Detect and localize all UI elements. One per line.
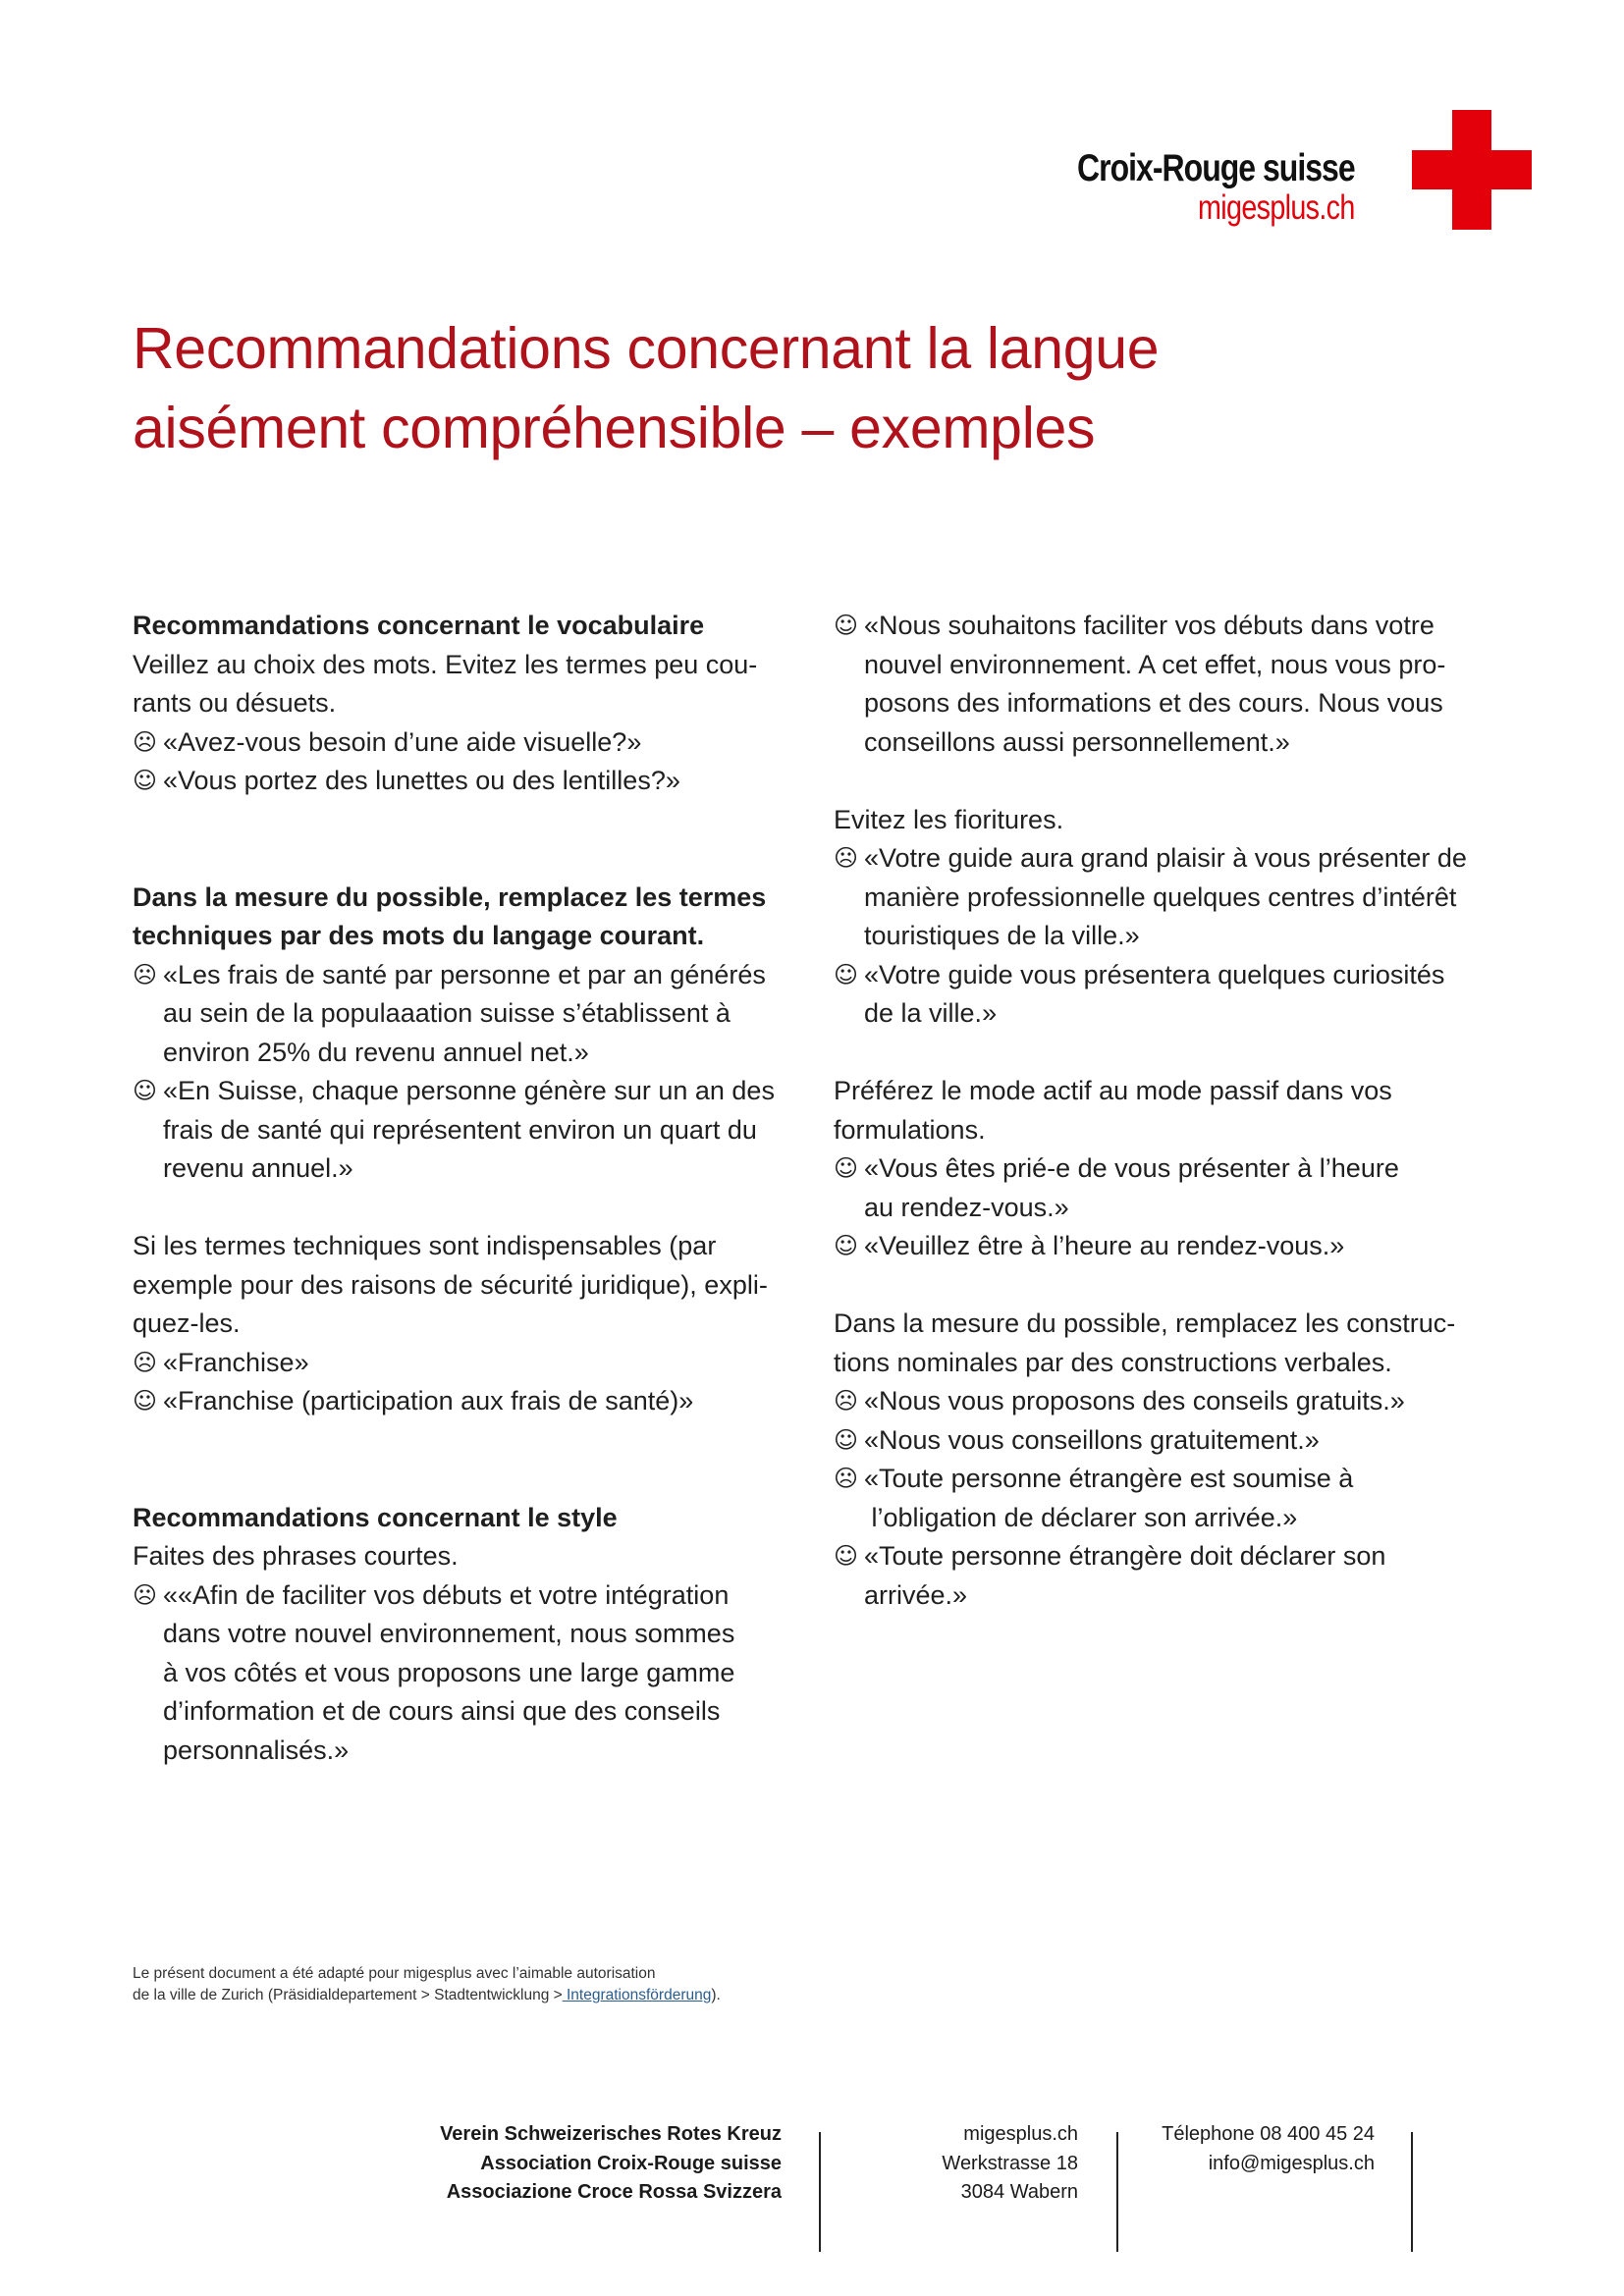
footer-line: Verein Schweizerisches Rotes Kreuz — [440, 2123, 782, 2145]
bad-example: ☹ «Les frais de santé par personne et par an générés au sein de la populaaation suisse s’établissent à environ 25% du revenu annuel net.» — [133, 956, 800, 1073]
vocab-intro: rants ou désuets. — [133, 688, 337, 718]
happy-face-icon: ☺ — [834, 1232, 859, 1259]
good-example: ☺ «Vous êtes prié-e de vous présenter à l’heure au rendez-vous.» — [834, 1149, 1501, 1227]
footer-address — [884, 2120, 1078, 2208]
footer-line: Werkstrasse 18 — [942, 2152, 1078, 2174]
verbal-intro: Dans la mesure du possible, remplacez les construc- — [834, 1308, 1456, 1338]
footer-divider — [1411, 2132, 1413, 2252]
footer-line: Associazione Croce Rossa Svizzera — [446, 2181, 782, 2203]
note-line: de la ville de Zurich (Präsidialdepartement > Stadtentwicklung > Integrationsförderung). — [133, 1987, 721, 2003]
good-example: ☺ «Veuillez être à l’heure au rendez-vous.» — [834, 1227, 1501, 1266]
footer-divider — [819, 2132, 821, 2252]
verbal-intro: tions nominales par des constructions verbales. — [834, 1347, 1392, 1377]
sad-face-icon: ☹ — [133, 1580, 158, 1609]
style-heading: Recommandations concernant le style — [133, 1502, 618, 1532]
happy-face-icon: ☺ — [834, 1425, 859, 1454]
logo-name: Croix-Rouge suisse — [1077, 147, 1355, 189]
sad-face-icon: ☹ — [133, 727, 158, 756]
logo — [1060, 110, 1532, 236]
good-example: ☺ «En Suisse, chaque personne génère sur un an des frais de santé qui représentent environ un quart du revenu annuel.» — [133, 1072, 800, 1189]
good-example: ☺ «Franchise (participation aux frais de santé)» — [133, 1382, 800, 1421]
happy-face-icon: ☺ — [133, 767, 158, 794]
happy-face-icon: ☺ — [133, 1077, 158, 1104]
footer-phone: Télephone 08 400 45 24 — [1162, 2123, 1375, 2145]
bad-example: ☹ «Toute personne étrangère est soumise à l’obligation de déclarer son arrivée.» — [834, 1460, 1501, 1537]
technical-heading: techniques par des mots du langage courant. — [133, 921, 705, 950]
note-line: Le présent document a été adapté pour migesplus avec l’aimable autorisation — [133, 1965, 656, 1982]
footer-line: 3084 Wabern — [960, 2181, 1078, 2203]
good-example: ☺ «Votre guide vous présentera quelques curiosités de la ville.» — [834, 956, 1501, 1034]
good-example: ☺ «Vous portez des lunettes ou des lentilles?» — [133, 762, 800, 801]
title-line: aisément compréhensible – exemples — [133, 396, 1096, 460]
happy-face-icon: ☺ — [834, 960, 859, 988]
style-intro: Faites des phrases courtes. — [133, 1541, 459, 1571]
footer-organization — [422, 2120, 782, 2208]
footer-contact — [1129, 2120, 1375, 2178]
active-intro: formulations. — [834, 1114, 986, 1145]
sad-face-icon: ☹ — [834, 1465, 859, 1492]
vocab-intro: Veillez au choix des mots. Evitez les termes peu cou- — [133, 649, 758, 679]
vocab-heading: Recommandations concernant le vocabulaire — [133, 611, 705, 640]
happy-face-icon: ☺ — [834, 1154, 859, 1182]
explain-intro: Si les termes techniques sont indispensables (par — [133, 1231, 717, 1260]
footer-line: Association Croix-Rouge suisse — [480, 2152, 782, 2174]
explain-intro: exemple pour des raisons de sécurité juridique), expli- — [133, 1269, 768, 1300]
page-title — [133, 309, 1409, 468]
bad-example: ☹ «Franchise» — [133, 1344, 800, 1383]
technical-heading: Dans la mesure du possible, remplacez les termes — [133, 881, 767, 912]
happy-face-icon: ☺ — [834, 1542, 859, 1570]
happy-face-icon: ☺ — [133, 1387, 158, 1415]
integrationsfoerderung-link[interactable]: Integrationsförderung — [562, 1987, 712, 2003]
footer-divider — [1116, 2132, 1118, 2252]
good-example: ☺ «Nous souhaitons faciliter vos débuts dans votre nouvel environnement. A cet effet, nous vous pro- posons des informations et des cours. Nous vous conseillons aussi personnellement.» — [834, 607, 1501, 762]
title-line: Recommandations concernant la langue — [133, 316, 1160, 381]
good-example: ☺ «Toute personne étrangère doit déclarer son arrivée.» — [834, 1537, 1501, 1615]
good-example: ☺ «Nous vous conseillons gratuitement.» — [834, 1421, 1501, 1461]
right-column — [834, 607, 1501, 1615]
explain-intro: quez-les. — [133, 1308, 241, 1338]
sad-face-icon: ☹ — [834, 1387, 859, 1415]
footer-website[interactable]: migesplus.ch — [963, 2123, 1078, 2145]
red-cross-icon — [1412, 110, 1532, 230]
sad-face-icon: ☹ — [133, 960, 158, 988]
source-note — [133, 1963, 721, 2006]
logo-site: migesplus.ch — [1198, 188, 1355, 227]
bad-example: ☹ ««Afin de faciliter vos débuts et votre intégration dans votre nouvel environnement, nous sommes à vos côtés et vous proposons une large gamme d’information et de cours ainsi que des conseils personnalisés.» — [133, 1576, 800, 1771]
sad-face-icon: ☹ — [133, 1348, 158, 1376]
flourish-intro: Evitez les fioritures. — [834, 804, 1064, 834]
bad-example: ☹ «Votre guide aura grand plaisir à vous présenter de manière professionnelle quelques centres d’intérêt touristiques de la ville.» — [834, 839, 1501, 956]
sad-face-icon: ☹ — [834, 844, 859, 872]
active-intro: Préférez le mode actif au mode passif dans vos — [834, 1076, 1392, 1105]
happy-face-icon: ☺ — [834, 612, 859, 639]
bad-example: ☹ «Avez-vous besoin d’une aide visuelle?» — [133, 723, 800, 763]
left-column — [133, 607, 800, 1770]
bad-example: ☹ «Nous vous proposons des conseils gratuits.» — [834, 1382, 1501, 1421]
footer-email[interactable]: info@migesplus.ch — [1208, 2152, 1375, 2174]
